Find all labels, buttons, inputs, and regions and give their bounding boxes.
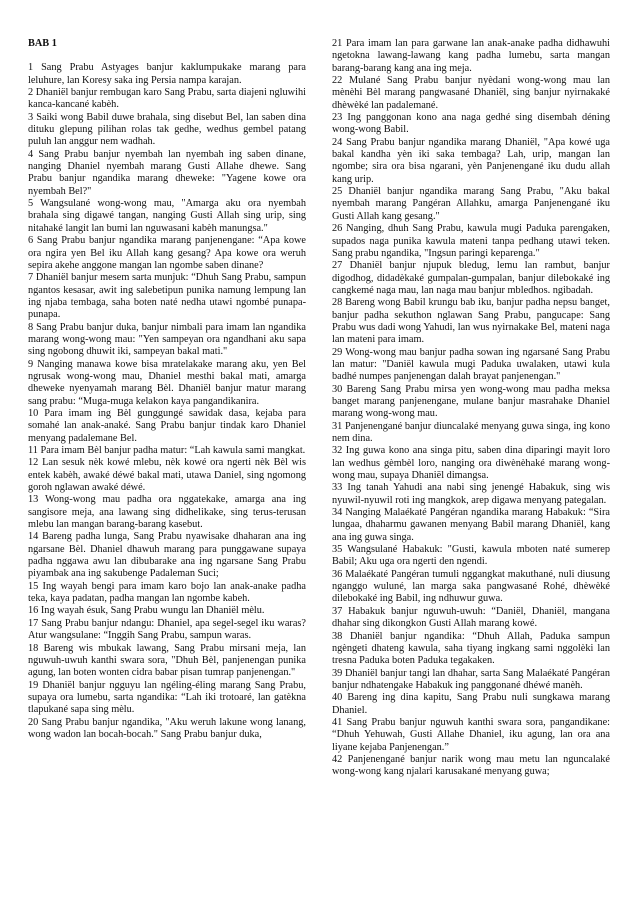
verse-15: 15 Ing wayah bengi para imam karo bojo lan anak-anake padha teka, kaya padatan, padha mangan lan ngombe kabeh. bbox=[28, 580, 306, 605]
verse-24: 24 Sang Prabu banjur ngandika marang Dhaniël, "Apa kowé uga bakal kandha yèn iki saka tembaga? Lah, urip, mangan lan ngombe; sira ora bisa ngarani, yèn Panjenengané iku dudu allah kang urip. bbox=[332, 136, 610, 185]
verse-23: 23 Ing panggonan kono ana naga gedhé sing disembah déning wong-wong Babil. bbox=[332, 112, 610, 136]
verse-29: 29 Wong-wong mau banjur padha sowan ing ngarsané Sang Prabu lan matur: "Daniël kawula mugi Paduka uwalaken, utawi kula badhé numpes panjenengan dalah brayat panjenengan." bbox=[332, 346, 610, 383]
verse-40: 40 Bareng ing dina kapitu, Sang Prabu nuli sungkawa marang Dhaniel. bbox=[332, 692, 610, 716]
verse-31: 31 Panjenengané banjur diuncalaké menyang guwa singa, ing kono nem dina. bbox=[332, 420, 610, 444]
verse-27: 27 Dhaniël banjur njupuk bledug, lemu lan rambut, banjur digodhog, didadèkaké gumpalan-gumpalan, banjur dilebokaké ing cangkemé naga mau, lan naga mau banjur mbledhos. ngibadah. bbox=[332, 260, 610, 296]
verse-12: 12 Lan sesuk nèk kowé mlebu, nèk kowé ora ngerti nèk Bèl wis entek kabèh, awaké déwé bakal mati, utawa Daniel, sing ngomong goroh nglawan awaké déwé. bbox=[28, 457, 306, 494]
verse-20: 20 Sang Prabu banjur ngandika, "Aku weruh lakune wong lanang, wong wadon lan bocah-bocah." Sang Prabu banjur duka, bbox=[28, 716, 306, 740]
verse-39: 39 Dhaniël banjur tangi lan dhahar, sarta Sang Malaékaté Pangéran banjur ndhatengake Habakuk ing panggonané dhéwé manèh. bbox=[332, 667, 610, 691]
verse-42: 42 Panjenengané banjur narik wong mau metu lan nguncalaké wong-wong kang njalari karusakané menyang guwa; bbox=[332, 753, 610, 778]
verse-18: 18 Bareng wis mbukak lawang, Sang Prabu mirsani meja, lan nguwuh-uwuh kanthi swara sora, "Dhuh Bèl, panjenengan punika agung, lan boten wonten cidra babar pisan tumrap panjenengan." bbox=[28, 642, 306, 679]
verse-30: 30 Bareng Sang Prabu mirsa yen wong-wong mau padha meksa banget marang panjenengane, mulane banjur masrahake Dhaniel marang wong-wong mau. bbox=[332, 383, 610, 420]
verse-5: 5 Wangsulané wong-wong mau, "Amarga aku ora nyembah brahala sing digawé tangan, nanging Gusti Allah sing urip, sing nitahaké langit lan bumi lan nguwasani kabèh manungsa." bbox=[28, 198, 306, 234]
verse-36: 36 Malaékaté Pangéran tumuli nggangkat makuthané, nuli diusung nganggo wuluné, lan marga saka pangwasané Rohé, dhèwèké dilebokaké ing Babil, ing ndhuwur guwa. bbox=[332, 568, 610, 605]
verse-38: 38 Dhaniël banjur ngandika: “Dhuh Allah, Paduka sampun ngèngeti dhateng kawula, saha tiyang ingkang sami nggolèki lan tresna Paduka boten Paduka tegakaken. bbox=[332, 630, 610, 667]
verse-26: 26 Nanging, dhuh Sang Prabu, kawula mugi Paduka parengaken, supados naga punika kawula mateni tanpa pedhang utawi teken. Sang prabu ngandika, "Ingsun paringi keparenga." bbox=[332, 223, 610, 259]
verse-41: 41 Sang Prabu banjur nguwuh kanthi swara sora, pangandikane: “Dhuh Yehuwah, Gusti Allahe Dhaniel, iku agung, lan ora ana liyane kejaba Panjenengan.” bbox=[332, 716, 610, 753]
verse-9: 9 Nanging manawa kowe bisa mratelakake marang aku, yen Bel ngrusak wong-wong mau, Dhaniel mesthi bakal mati, amarga dheweke nyenyamah marang Bèl. Dhaniël banjur matur marang sang prabu: “Muga-muga kelakon kaya pangandikanira. bbox=[28, 358, 306, 407]
verse-16: 16 Ing wayah ésuk, Sang Prabu wungu lan Dhaniël mèlu. bbox=[28, 605, 265, 617]
verse-6: 6 Sang Prabu banjur ngandika marang panjenengane: “Apa kowe ora ngira yen Bel iku Allah kang gesang? Apa kowe ora weruh sepira akehe anggone mangan lan ngombe saben dinane? bbox=[28, 235, 306, 271]
verse-10: 10 Para imam ing Bèl gunggungé sawidak dasa, kejaba para somahé lan anak-anaké. Sang Prabu banjur tindak karo Dhaniel menyang padalemane Bel. bbox=[28, 407, 306, 444]
verse-33: 33 Ing tanah Yahudi ana nabi sing jenengé Habakuk, sing wis nyuwil-nyuwil roti ing mangkok, arep digawa menyang pategalan. bbox=[332, 482, 610, 506]
verse-1: 1 Sang Prabu Astyages banjur kaklumpukake marang para leluhure, lan Koresy saka ing Persia nampa karajan. bbox=[28, 62, 306, 86]
verse-25: 25 Dhaniël banjur ngandika marang Sang Prabu, "Aku bakal nyembah marang Pangéran Allahku, amarga Panjenengané iku Gusti Allah kang gesang." bbox=[332, 186, 610, 222]
verse-8: 8 Sang Prabu banjur duka, banjur nimbali para imam lan ngandika marang wong-wong mau: "Yen sampeyan ora ngandhani aku sapa sing ngobong dhuwit iki, sampeyan bakal mati." bbox=[28, 321, 306, 358]
chapter-heading: BAB 1 bbox=[28, 38, 57, 49]
verse-37: 37 Habakuk banjur nguwuh-uwuh: “Daniël, Dhaniël, mangana dhahar sing dikongkon Gusti Allah marang kowé. bbox=[332, 605, 610, 630]
verse-7: 7 Dhaniël banjur mesem sarta munjuk: “Dhuh Sang Prabu, sampun ngantos kesasar, awit ing salebetipun punika namung lempung lan ing njaba tembaga, saha boten naté nedha utawi ngombé punapa-punapa. bbox=[28, 272, 306, 321]
verse-28: 28 Bareng wong Babil krungu bab iku, banjur padha nepsu banget, banjur padha sekuthon nglawan Sang Prabu, pangucape: Sang Prabu wus dadi wong Yahudi, lan wus nyirnakake Bel, mateni naga lan mateni para imam. bbox=[332, 297, 610, 346]
verse-17: 17 Sang Prabu banjur ndangu: Dhaniel, apa segel-segel iku waras? Atur wangsulane: “Inggih Sang Prabu, sampun waras. bbox=[28, 617, 306, 642]
verse-13: 13 Wong-wong mau padha ora nggatekake, amarga ana ing sangisore meja, ana lawang sing didhelikake, sing terus-terusan mlebu lan mangan barang-barang kasebut. bbox=[28, 494, 306, 531]
verse-21: 21 Para imam lan para garwane lan anak-anake padha didhawuhi ngetokna lawang-lawang kang padha lumebu, sarta mangan barang-barang kang ana ing meja. bbox=[332, 38, 610, 74]
verse-32: 32 Ing guwa kono ana singa pitu, saben dina diparingi mayit loro lan wedhus gèmbèl loro, nanging ora diwènèhaké marang wong-wong mau, supaya Dhaniël dimangsa. bbox=[332, 445, 610, 482]
right-column bbox=[332, 38, 610, 779]
verse-4: 4 Sang Prabu banjur nyembah lan nyembah ing saben dinane, nanging Dhaniel nyembah marang Gusti Allahe dhewe. Sang Prabu banjur ngandika marang dheweke: "Yagene kowe ora nyembah Bel?" bbox=[28, 148, 306, 197]
left-column bbox=[28, 38, 306, 741]
verse-3: 3 Saiki wong Babil duwe brahala, sing disebut Bel, lan saben dina dituku glepung pilihan rolas tak gedhe, wedhus gembel patang puluh lan anggur nem wadhah. bbox=[28, 111, 306, 148]
verse-19: 19 Dhaniël banjur ngguyu lan ngéling-éling marang Sang Prabu, supaya ora lumebu, sarta ngandika: “Lah iki trotoaré, lan gatèkna tlapukané sapa sing mèlu. bbox=[28, 679, 306, 716]
verse-34: 34 Nanging Malaékaté Pangéran ngandika marang Habakuk: “Sira lungaa, dhaharmu gawanen menyang Babil marang Dhaniël, kang ana ing guwa singa. bbox=[332, 507, 610, 543]
verse-11: 11 Para imam Bèl banjur padha matur: “Lah kawula sami mangkat. bbox=[28, 445, 306, 456]
verse-22: 22 Mulané Sang Prabu banjur nyèdani wong-wong mau lan mènèhi Bèl marang pangwasané Dhaniël, sing banjur nyirnakaké dhèwèké lan padalemané. bbox=[332, 75, 610, 111]
verse-14: 14 Bareng padha lunga, Sang Prabu nyawisake dhaharan ana ing ngarsane Bèl. Dhaniel dhawuh marang para punggawane supaya padha nggawa awu lan dibubarake ana ing ngarsane Sang Prabu piyambak ana ing sakubenge Padaleman Suci; bbox=[28, 531, 306, 580]
verse-35: 35 Wangsulané Habakuk: "Gusti, kawula mboten naté sumerep Babil; Aku uga ora ngerti den ngendi. bbox=[332, 544, 610, 568]
verse-2: 2 Dhaniël banjur rembugan karo Sang Prabu, sarta diajeni ngluwihi kanca-kancané kabèh. bbox=[28, 87, 306, 111]
